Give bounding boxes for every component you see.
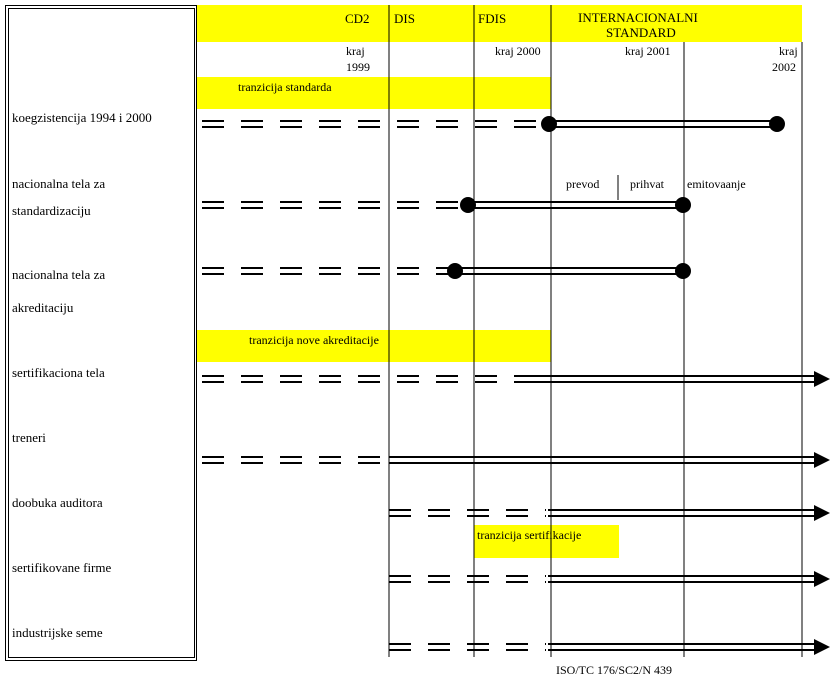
phase-cd2: CD2 bbox=[345, 11, 370, 26]
date-end-2001: kraj 2001 bbox=[625, 44, 671, 58]
row-label-standardization-line1: nacionalna tela za bbox=[12, 176, 106, 191]
step-acceptance: prihvat bbox=[630, 177, 664, 191]
step-translation: prevod bbox=[566, 177, 600, 191]
arrowhead bbox=[814, 371, 830, 387]
row-label-trainers: treneri bbox=[12, 430, 46, 445]
standardization-timeline bbox=[202, 202, 683, 208]
milestone-dot bbox=[675, 197, 691, 213]
row-label-certification-bodies: sertifikaciona tela bbox=[12, 365, 105, 380]
certification-bodies-timeline bbox=[202, 376, 820, 382]
date-end-2002-line2: 2002 bbox=[772, 60, 796, 74]
accreditation-transition-label: tranzicija nove akreditacije bbox=[249, 333, 379, 347]
row-label-industrial-schemes: industrijske seme bbox=[12, 625, 103, 640]
arrowhead bbox=[814, 452, 830, 468]
milestone-dot bbox=[675, 263, 691, 279]
date-end-1999-line2: 1999 bbox=[346, 60, 370, 74]
row-label-coexistence: koegzistencija 1994 i 2000 bbox=[12, 110, 152, 125]
row-label-accreditation-line2: akreditaciju bbox=[12, 300, 74, 315]
row-label-certified-firms: sertifikovane firme bbox=[12, 560, 112, 575]
phase-international-line1: INTERNACIONALNI bbox=[578, 10, 698, 25]
step-issuing: emitovaanje bbox=[687, 177, 746, 191]
phase-fdis: FDIS bbox=[478, 11, 507, 26]
phase-dis: DIS bbox=[394, 11, 415, 26]
accreditation-timeline bbox=[202, 268, 683, 274]
certification-transition-label: tranzicija sertifikacije bbox=[477, 528, 582, 542]
row-label-standardization-line2: standardizaciju bbox=[12, 203, 91, 218]
document-reference: ISO/TC 176/SC2/N 439 bbox=[556, 663, 673, 677]
standard-transition-label: tranzicija standarda bbox=[238, 80, 332, 94]
industrial-schemes-timeline bbox=[389, 644, 820, 650]
row-label-accreditation-line1: nacionalna tela za bbox=[12, 267, 106, 282]
row-label-auditor-training: doobuka auditora bbox=[12, 495, 103, 510]
milestone-dot bbox=[447, 263, 463, 279]
timeline-gridlines bbox=[389, 5, 802, 657]
auditor-training-timeline bbox=[389, 510, 820, 516]
date-end-2000: kraj 2000 bbox=[495, 44, 541, 58]
trainers-timeline bbox=[202, 457, 820, 463]
arrowhead bbox=[814, 571, 830, 587]
arrowhead bbox=[814, 505, 830, 521]
arrowhead bbox=[814, 639, 830, 655]
phase-international-line2: STANDARD bbox=[606, 25, 676, 40]
certified-firms-timeline bbox=[389, 576, 820, 582]
milestone-dot bbox=[769, 116, 785, 132]
date-end-2002-line1: kraj bbox=[779, 44, 798, 58]
milestone-dot bbox=[460, 197, 476, 213]
coexistence-timeline bbox=[202, 121, 777, 127]
milestone-dot bbox=[541, 116, 557, 132]
date-end-1999-line1: kraj bbox=[346, 44, 365, 58]
